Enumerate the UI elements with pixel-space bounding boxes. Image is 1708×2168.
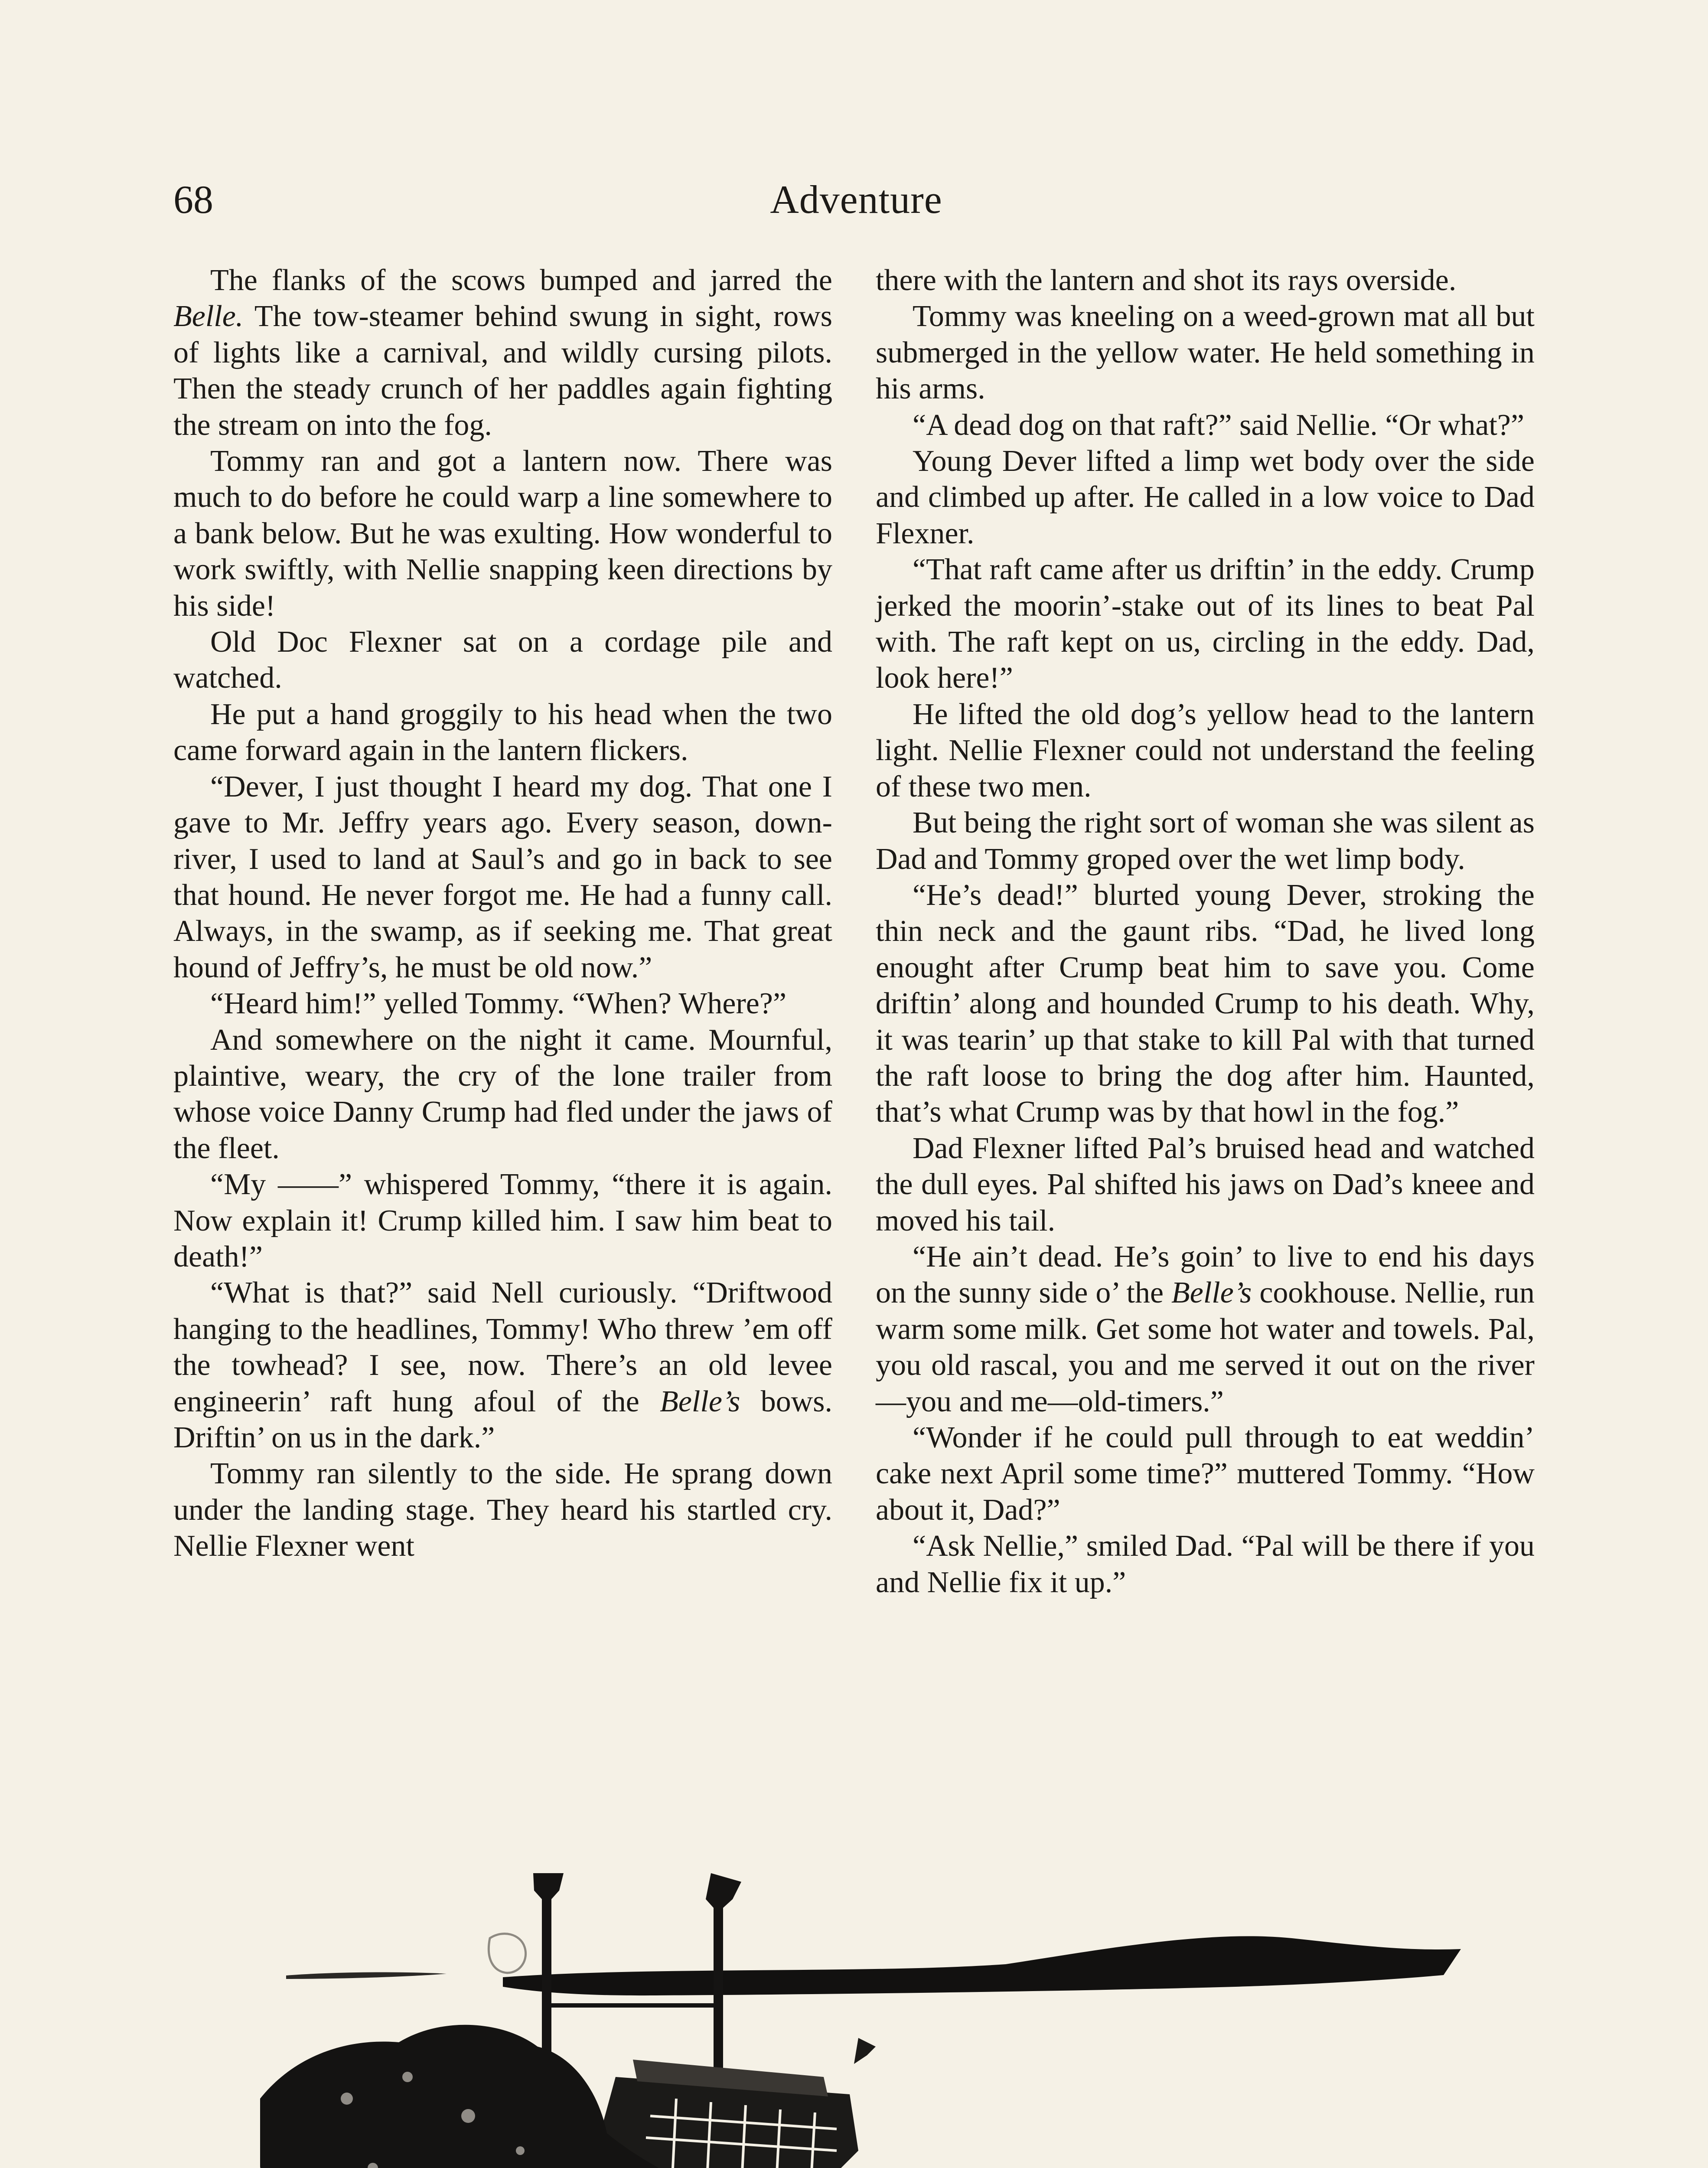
paragraph xyxy=(876,552,1535,696)
paragraph xyxy=(876,298,1535,407)
text-run: “Ask Nellie,” smiled Dad. “Pal will be there if you and Nellie fix it up.” xyxy=(876,1529,1535,1599)
text-column-right xyxy=(876,262,1535,1600)
text-run: Young Dever lifted a limp wet body over the side and climbed up after. He called in a low voice to Dad Flexner. xyxy=(876,444,1535,550)
page-number: 68 xyxy=(173,177,213,222)
paragraph xyxy=(173,696,832,769)
text-run: “He’s dead!” blurted young Dever, stroking the thin neck and the gaunt ribs. “Dad, he lived long enought after Crump beat him to save you. Come driftin’ along and hounded Crump to his death. Why, it was tearin’ up that stake to kill Pal with that turned the raft loose to bring the dog after him. Haunted, that’s what Crump was by that howl in the fog.” xyxy=(876,878,1535,1129)
text-run: there with the lantern and shot its rays overside. xyxy=(876,264,1457,297)
text-run: “Wonder if he could pull through to eat weddin’ cake next April some time?” muttered Tommy. “How about it, Dad?” xyxy=(876,1421,1535,1527)
text-run: The flanks of the scows bumped and jarred the xyxy=(210,264,832,297)
text-run: “What is that?” said Nell curiously. “Driftwood hanging to the headlines, Tommy! Who threw ’em off the towhead? I see, now. There’s an old levee engineerin’ raft hung afoul of the xyxy=(173,1276,832,1418)
paragraph xyxy=(876,805,1535,877)
paragraph xyxy=(173,769,832,986)
running-head: Adventure xyxy=(770,177,942,222)
stack-brace xyxy=(546,2003,720,2008)
text-run: And somewhere on the night it came. Mournful, plaintive, weary, the cry of the lone trailer from whose voice Danny Crump had fled under the jaws of the fleet. xyxy=(173,1023,832,1165)
paragraph xyxy=(876,877,1535,1130)
text-run: “That raft came after us driftin’ in the eddy. Crump jerked the moorin’-stake out of its lines to beat Pal with. The raft kept on us, circling in the eddy. Dad, look here!” xyxy=(876,553,1535,695)
paragraph xyxy=(173,1275,832,1456)
text-run: The tow-steamer behind swung in sight, rows of lights like a carnival, and wildly cursing pilots. Then the steady crunch of her paddles again fighting the stream on into the fog. xyxy=(173,300,832,442)
shoreline-tip xyxy=(286,1972,447,1979)
italic-text: Belle. xyxy=(173,300,244,333)
paragraph xyxy=(173,986,832,1022)
paragraph xyxy=(876,1420,1535,1528)
text-run: Old Doc Flexner sat on a cordage pile and watched. xyxy=(173,625,832,695)
paragraph xyxy=(876,696,1535,805)
text-run: Tommy was kneeling on a weed-grown mat all but submerged in the yellow water. He held something in his arms. xyxy=(876,300,1535,406)
text-run: He lifted the old dog’s yellow head to the lantern light. Nellie Flexner could not understand the feeling of these two men. xyxy=(876,697,1535,803)
text-run: “He ain’t dead. He’s goin’ to live to end his days on the sunny side o’ the xyxy=(876,1240,1535,1310)
paragraph xyxy=(876,1239,1535,1420)
text-run: cookhouse. Nellie, run warm some milk. Get some hot water and towels. Pal, you old rascal, you and me served it out on the river—you and me—old-timers.” xyxy=(876,1276,1535,1418)
text-run: “My ——” whispered Tommy, “there it is again. Now explain it! Crump killed him. I saw him beat to death!” xyxy=(173,1168,832,1273)
text-run: Dad Flexner lifted Pal’s bruised head and watched the dull eyes. Pal shifted his jaws on Dad’s kneee and moved his tail. xyxy=(876,1131,1535,1237)
paragraph xyxy=(876,1130,1535,1239)
paragraph xyxy=(173,624,832,696)
text-run: “A dead dog on that raft?” said Nellie. “Or what?” xyxy=(913,408,1525,442)
paragraph xyxy=(173,1166,832,1275)
text-run: “Dever, I just thought I heard my dog. That one I gave to Mr. Jeffry years ago. Every season, down-river, I used to land at Saul’s and go in back to see that hound. He never forgot me. He had a funny call. Always, in the swamp, as if seeking me. That great hound of Jeffry’s, he must be old now.” xyxy=(173,770,832,984)
rider-sketch xyxy=(489,1934,525,1973)
paragraph xyxy=(876,443,1535,552)
paragraph xyxy=(173,1456,832,1564)
text-column-left xyxy=(173,262,832,1564)
paragraph xyxy=(876,1528,1535,1600)
page-header xyxy=(173,171,1539,228)
text-run: But being the right sort of woman she was silent as Dad and Tommy groped over the wet limp body. xyxy=(876,806,1535,876)
flag xyxy=(854,2038,876,2064)
paragraph xyxy=(173,443,832,624)
text-run: Tommy ran and got a lantern now. There was much to do before he could warp a line somewhere to a bank below. But he was exulting. How wonderful to work swiftly, with Nellie snapping keen directions by his side! xyxy=(173,444,832,623)
paragraph xyxy=(876,262,1535,298)
italic-text: Belle’s xyxy=(1171,1276,1252,1310)
italic-text: Belle’s xyxy=(660,1384,740,1418)
paragraph xyxy=(876,407,1535,443)
shoreline-streak xyxy=(503,1936,1461,1995)
text-run: He put a hand groggily to his head when the two came forward again in the lantern flickers. xyxy=(173,697,832,767)
text-run: bows. Driftin’ on us in the dark.” xyxy=(173,1384,833,1454)
steamboat-illustration xyxy=(260,1873,1465,2168)
paragraph xyxy=(173,1022,832,1167)
text-run: “Heard him!” yelled Tommy. “When? Where?” xyxy=(210,987,787,1021)
paragraph xyxy=(173,262,832,443)
text-run: Tommy ran silently to the side. He sprang down under the landing stage. They heard his startled cry. Nellie Flexner went xyxy=(173,1457,832,1563)
